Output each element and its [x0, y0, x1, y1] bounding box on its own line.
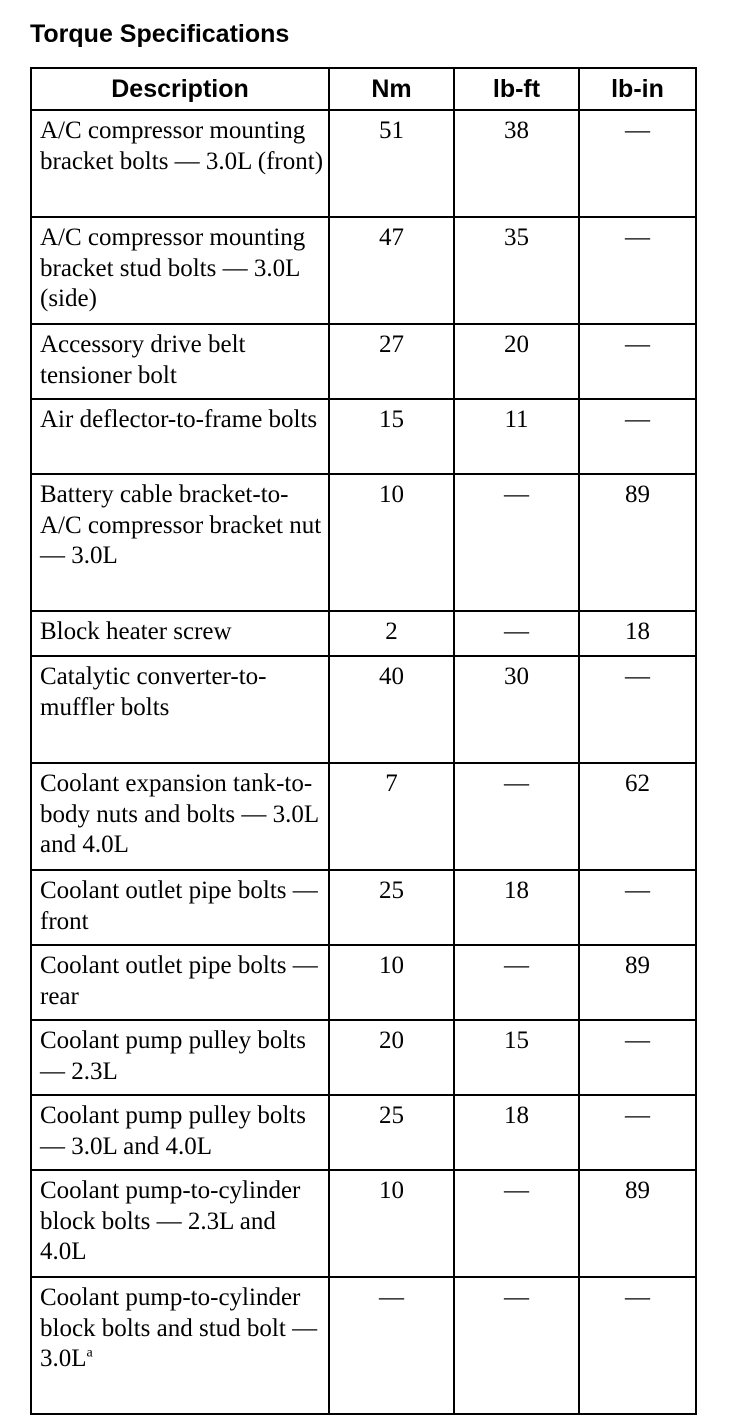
- lbft-cell: —: [454, 1277, 579, 1414]
- description-text: Coolant pump-to-cylinder block bolts and stud bolt — 3.0L: [40, 1284, 318, 1372]
- lbft-cell: —: [454, 763, 579, 870]
- column-header-lbft: lb-ft: [454, 68, 579, 110]
- lbft-cell: 11: [454, 399, 579, 474]
- description-text: Air deflector-to-frame bolts: [40, 406, 318, 433]
- description-text: Coolant expansion tank-to-body nuts and bolts — 3.0L and 4.0L: [40, 770, 319, 858]
- table-row: [31, 1170, 696, 1277]
- nm-cell: 25: [329, 870, 454, 945]
- description-cell: [31, 945, 329, 1020]
- table-row: [31, 1020, 696, 1095]
- lbin-cell: 62: [579, 763, 696, 870]
- lbin-cell: —: [579, 324, 696, 399]
- lbft-cell: 15: [454, 1020, 579, 1095]
- description-text: Block heater screw: [40, 618, 232, 645]
- lbft-cell: —: [454, 611, 579, 656]
- nm-cell: 51: [329, 110, 454, 217]
- table-row: [31, 324, 696, 399]
- lbin-cell: —: [579, 870, 696, 945]
- nm-cell: 2: [329, 611, 454, 656]
- description-cell: [31, 474, 329, 611]
- table-header-row: [31, 68, 696, 110]
- lbft-cell: 35: [454, 217, 579, 324]
- lbft-cell: 30: [454, 656, 579, 763]
- lbft-cell: 18: [454, 870, 579, 945]
- lbin-cell: 89: [579, 1170, 696, 1277]
- torque-spec-table: [30, 67, 697, 1415]
- description-text: Coolant pump pulley bolts — 2.3L: [40, 1027, 306, 1085]
- page-title: Torque Specifications: [30, 20, 290, 48]
- lbin-cell: 18: [579, 611, 696, 656]
- lbft-cell: 20: [454, 324, 579, 399]
- lbin-cell: —: [579, 1020, 696, 1095]
- lbft-cell: —: [454, 1170, 579, 1277]
- nm-cell: 25: [329, 1095, 454, 1170]
- description-text: Coolant pump pulley bolts — 3.0L and 4.0L: [40, 1102, 306, 1160]
- description-text: A/C compressor mounting bracket bolts — 3.0L (front): [40, 117, 324, 175]
- description-cell: [31, 656, 329, 763]
- description-cell: [31, 217, 329, 324]
- nm-cell: 20: [329, 1020, 454, 1095]
- description-cell: [31, 1277, 329, 1414]
- description-cell: [31, 324, 329, 399]
- description-cell: [31, 1095, 329, 1170]
- nm-cell: 47: [329, 217, 454, 324]
- description-text: Coolant outlet pipe bolts — rear: [40, 952, 318, 1010]
- nm-cell: 27: [329, 324, 454, 399]
- nm-cell: —: [329, 1277, 454, 1414]
- description-text: Coolant outlet pipe bolts — front: [40, 877, 318, 935]
- lbin-cell: 89: [579, 474, 696, 611]
- lbin-cell: —: [579, 217, 696, 324]
- description-cell: [31, 1170, 329, 1277]
- description-cell: [31, 1020, 329, 1095]
- description-text: Battery cable bracket-to-A/C compressor bracket nut — 3.0L: [40, 481, 322, 569]
- description-text: Coolant pump-to-cylinder block bolts — 2.3L and 4.0L: [40, 1177, 301, 1265]
- description-text: A/C compressor mounting bracket stud bolts — 3.0L (side): [40, 224, 306, 312]
- description-cell: [31, 870, 329, 945]
- lbft-cell: —: [454, 945, 579, 1020]
- table-row: [31, 474, 696, 611]
- column-header-description: Description: [31, 68, 329, 110]
- lbin-cell: —: [579, 1277, 696, 1414]
- description-cell: [31, 763, 329, 870]
- lbin-cell: —: [579, 110, 696, 217]
- description-cell: [31, 110, 329, 217]
- nm-cell: 15: [329, 399, 454, 474]
- column-header-lbin: lb-in: [579, 68, 696, 110]
- table-row: [31, 217, 696, 324]
- table-row: [31, 110, 696, 217]
- column-header-nm: Nm: [329, 68, 454, 110]
- table-row: [31, 870, 696, 945]
- lbft-cell: 38: [454, 110, 579, 217]
- nm-cell: 7: [329, 763, 454, 870]
- nm-cell: 10: [329, 1170, 454, 1277]
- lbin-cell: —: [579, 656, 696, 763]
- description-text: Accessory drive belt tensioner bolt: [40, 331, 246, 389]
- table-row: [31, 1095, 696, 1170]
- table-row: [31, 399, 696, 474]
- nm-cell: 10: [329, 474, 454, 611]
- table-row: [31, 656, 696, 763]
- lbft-cell: —: [454, 474, 579, 611]
- description-cell: [31, 399, 329, 474]
- lbft-cell: 18: [454, 1095, 579, 1170]
- lbin-cell: 89: [579, 945, 696, 1020]
- description-cell: [31, 611, 329, 656]
- nm-cell: 10: [329, 945, 454, 1020]
- table-row: [31, 611, 696, 656]
- description-text: Catalytic converter-to-muffler bolts: [40, 663, 267, 721]
- lbin-cell: —: [579, 399, 696, 474]
- footnote-marker: a: [86, 1345, 93, 1361]
- table-row: [31, 763, 696, 870]
- table-row: [31, 945, 696, 1020]
- nm-cell: 40: [329, 656, 454, 763]
- table-row: [31, 1277, 696, 1414]
- lbin-cell: —: [579, 1095, 696, 1170]
